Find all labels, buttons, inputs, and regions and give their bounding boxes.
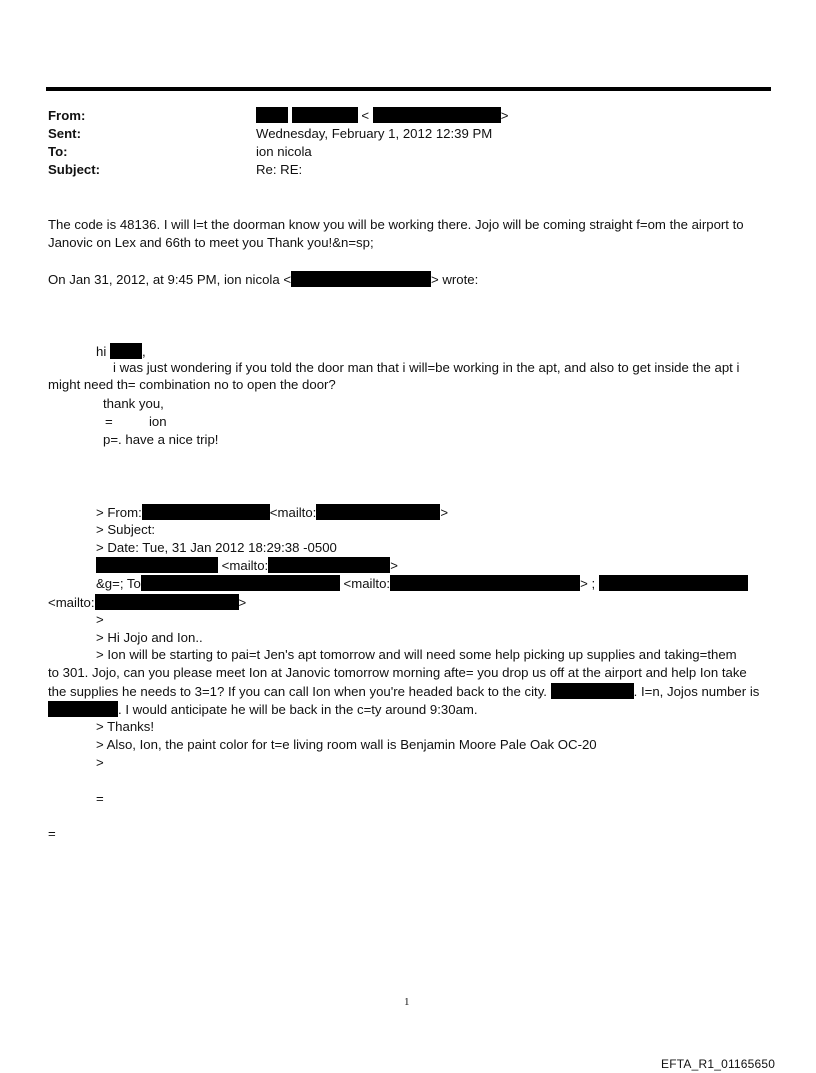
hi-line bbox=[96, 343, 146, 360]
redaction bbox=[292, 107, 358, 123]
body-line: The code is 48136. I will l=t the doorman know you will be working there. Jojo will be coming straight f=om the airport to bbox=[48, 217, 744, 232]
quoted-body-line bbox=[48, 683, 759, 700]
sent-label: Sent: bbox=[48, 126, 81, 141]
quoted-greeting: > Hi Jojo and Ion.. bbox=[96, 630, 203, 645]
mailto-text: <mailto: bbox=[48, 595, 95, 610]
redaction bbox=[256, 107, 288, 123]
subject-value: Re: RE: bbox=[256, 162, 303, 177]
quoted-thanks: > Thanks! bbox=[96, 719, 155, 734]
redaction bbox=[551, 683, 634, 699]
wrote-suffix: > wrote: bbox=[431, 272, 479, 287]
body-line: i was just wondering if you told the door man that i will=be working in the apt, and also to get inside the apt i bbox=[113, 360, 740, 375]
equals-mark: = bbox=[96, 791, 104, 806]
from-value bbox=[256, 107, 508, 125]
signature-name: ion bbox=[149, 414, 167, 429]
redaction bbox=[141, 575, 340, 591]
quoted-from bbox=[96, 504, 448, 521]
quoted-text: . I=n, Jojos number is bbox=[633, 684, 760, 699]
from-lt: < bbox=[361, 108, 370, 123]
to-label: To: bbox=[48, 144, 68, 159]
mailto-text: <mailto: bbox=[343, 576, 391, 591]
header-rule bbox=[46, 87, 771, 91]
quoted-to-line bbox=[96, 575, 595, 592]
redaction bbox=[316, 504, 440, 520]
quoted-body-line bbox=[48, 701, 478, 718]
redaction bbox=[142, 504, 270, 520]
quoted-blank: > bbox=[96, 612, 104, 627]
from-gt: > bbox=[500, 108, 509, 123]
redaction bbox=[599, 575, 748, 591]
body-line: might need th= combination no to open the door? bbox=[48, 377, 336, 392]
redaction bbox=[268, 557, 390, 573]
body-line: thank you, bbox=[103, 396, 164, 411]
quoted-date: > Date: Tue, 31 Jan 2012 18:29:38 -0500 bbox=[96, 540, 337, 555]
redaction bbox=[48, 701, 118, 717]
gt-text: > bbox=[238, 595, 247, 610]
redaction bbox=[373, 107, 501, 123]
to-value: ion nicola bbox=[256, 144, 312, 159]
hi-comma: , bbox=[141, 344, 146, 359]
gt-text: > bbox=[390, 558, 398, 573]
wrote-line bbox=[48, 271, 478, 288]
redaction bbox=[110, 343, 142, 359]
redaction bbox=[390, 575, 580, 591]
quoted-body-line: > Ion will be starting to pai=t Jen's apt tomorrow and will need some help picking up supplies and taking=them bbox=[96, 647, 737, 662]
body-line: Janovic on Lex and 66th to meet you Thank you!&n=sp; bbox=[48, 235, 374, 250]
from-label: From: bbox=[48, 108, 86, 123]
quoted-text: the supplies he needs to 3=1? If you can call Ion when you're headed back to the city. bbox=[48, 684, 547, 699]
hi-text: hi bbox=[96, 344, 107, 359]
gt-text: > bbox=[440, 505, 449, 520]
page-number: 1 bbox=[404, 996, 410, 1008]
body-line: p=. have a nice trip! bbox=[103, 432, 219, 447]
wrote-prefix: On Jan 31, 2012, at 9:45 PM, ion nicola < bbox=[48, 272, 292, 287]
quoted-cc-line bbox=[96, 557, 398, 574]
quoted-subject: > Subject: bbox=[96, 522, 156, 537]
quoted-paint: > Also, Ion, the paint color for t=e living room wall is Benjamin Moore Pale Oak OC-20 bbox=[96, 737, 597, 752]
body-line: = bbox=[105, 414, 113, 429]
document-id: EFTA_R1_01165650 bbox=[661, 1057, 776, 1071]
quoted-from-label: > From: bbox=[96, 505, 142, 520]
subject-label: Subject: bbox=[48, 162, 101, 177]
redaction bbox=[291, 271, 431, 287]
quoted-text: . I would anticipate he will be back in the c=ty around 9:30am. bbox=[118, 702, 478, 717]
mailto-text: <mailto: bbox=[269, 505, 317, 520]
quoted-end: > bbox=[96, 755, 104, 770]
quoted-body-line: to 301. Jojo, can you please meet Ion at Janovic tomorrow morning afte= you drop us off at the airport and help Ion take bbox=[48, 665, 747, 680]
semicolon-text: > ; bbox=[580, 576, 596, 591]
mailto-text: <mailto: bbox=[221, 558, 269, 573]
quoted-mailto-line bbox=[48, 594, 246, 611]
redaction bbox=[95, 594, 239, 610]
equals-mark: = bbox=[48, 826, 56, 841]
sent-value: Wednesday, February 1, 2012 12:39 PM bbox=[256, 126, 493, 141]
redaction bbox=[96, 557, 218, 573]
quoted-to-label: &g=; To bbox=[96, 576, 141, 591]
